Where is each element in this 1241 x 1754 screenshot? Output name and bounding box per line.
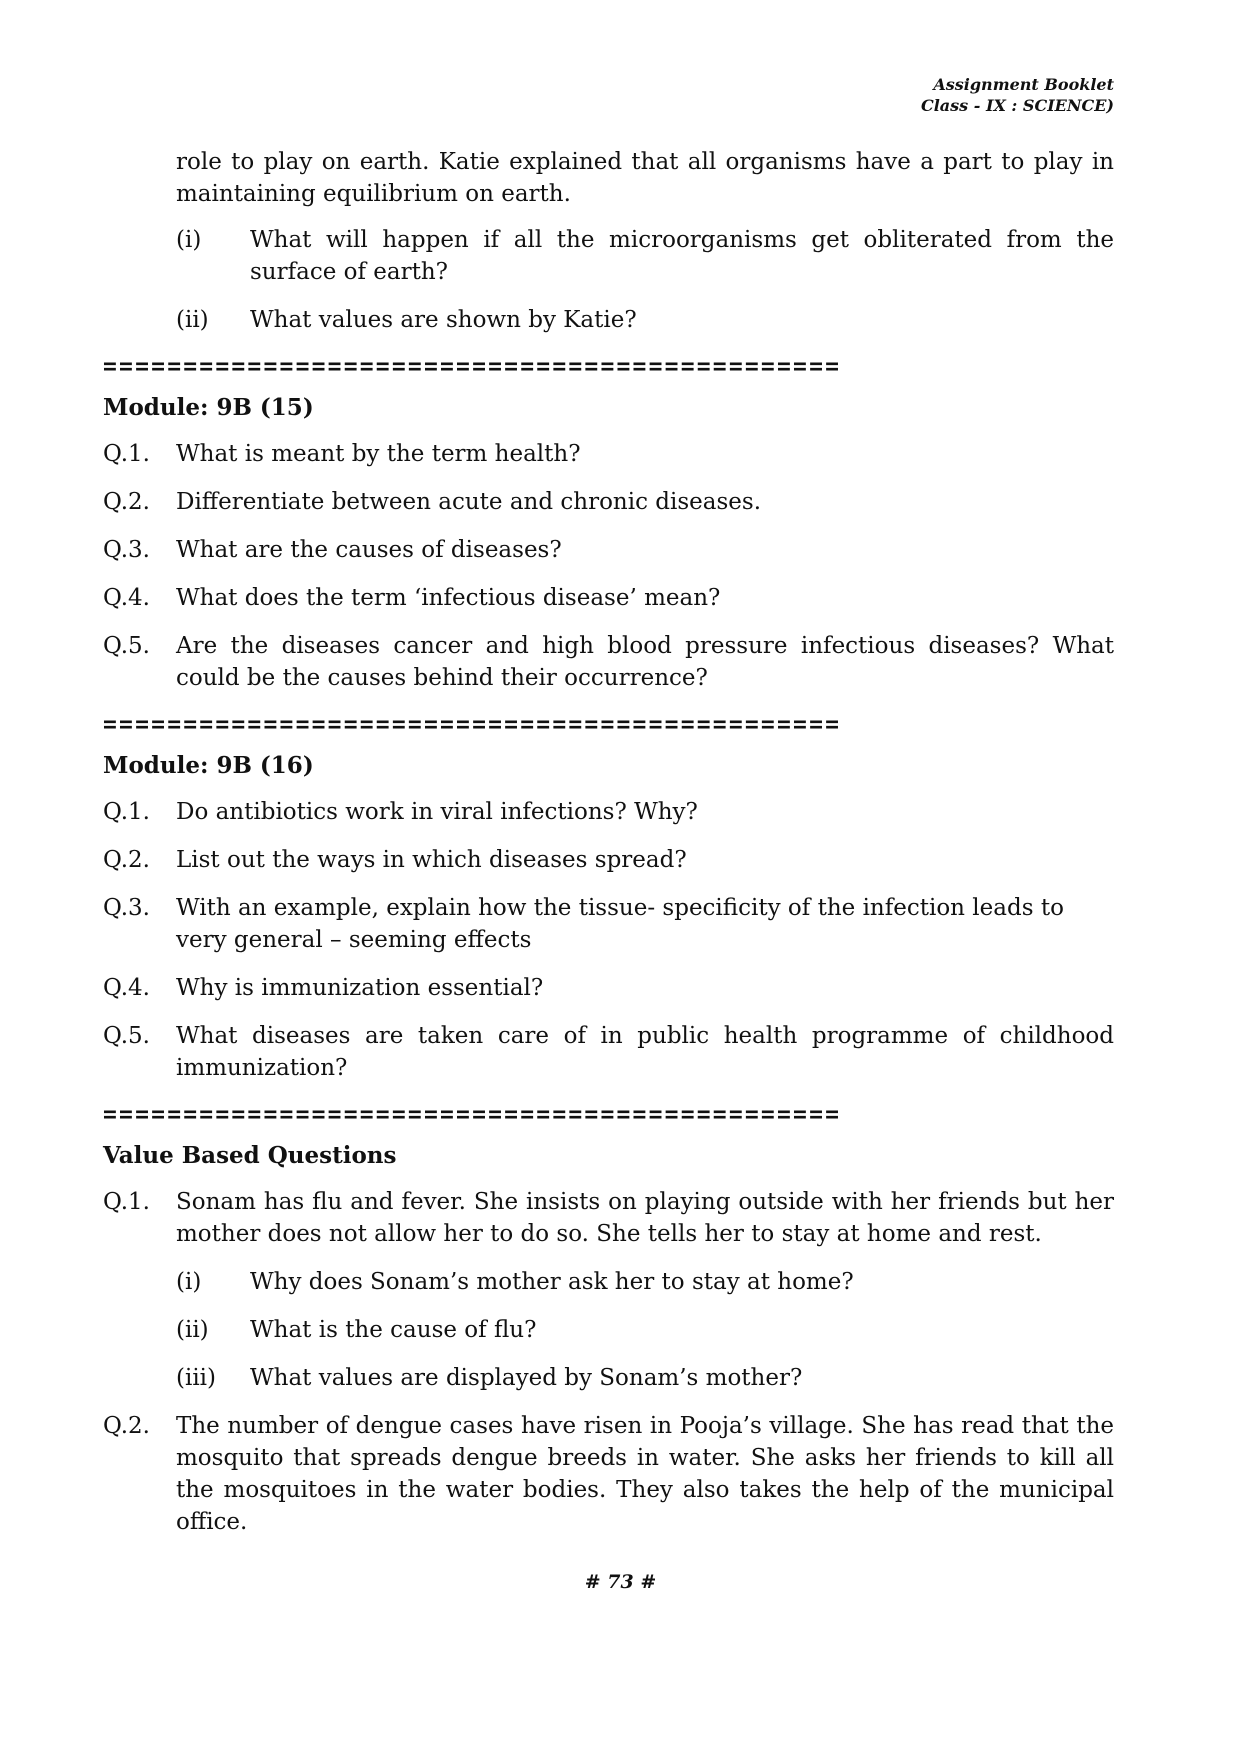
question — [103, 486, 1114, 518]
sub-question-text: What will happen if all the microorganisms get obliterated from the surface of earth? — [250, 227, 1114, 285]
question-number: Q.3. — [103, 895, 150, 921]
sub-question-text: What values are shown by Katie? — [250, 307, 637, 333]
sub-question — [176, 1314, 1114, 1346]
question-number: Q.1. — [103, 799, 150, 825]
question-text: What is meant by the term health? — [176, 441, 581, 467]
question — [103, 892, 1114, 956]
question — [103, 1186, 1114, 1250]
question-number: Q.5. — [103, 1023, 150, 1049]
question-number: Q.2. — [103, 489, 150, 515]
question-number: Q.4. — [103, 585, 150, 611]
module-16-heading: Module: 9B (16) — [103, 752, 314, 779]
sub-question-text: What values are displayed by Sonam’s mother? — [250, 1365, 803, 1391]
question-text: What diseases are taken care of in public health programme of childhood immunization? — [176, 1023, 1114, 1081]
booklet-title: Assignment Booklet — [933, 75, 1114, 94]
question-text: Do antibiotics work in viral infections? Why? — [176, 799, 698, 825]
question-number: Q.2. — [103, 847, 150, 873]
sub-question-text: What is the cause of flu? — [250, 1317, 537, 1343]
question-number: Q.4. — [103, 975, 150, 1001]
sub-question — [176, 1266, 1114, 1298]
question-text: What does the term ‘infectious disease’ mean? — [176, 585, 721, 611]
question — [103, 438, 1114, 470]
question-text: List out the ways in which diseases spread? — [176, 847, 687, 873]
section-separator: ============================================== — [103, 712, 842, 738]
question-text: Are the diseases cancer and high blood pressure infectious diseases? What could be the causes behind their occurrence? — [176, 633, 1114, 691]
question — [103, 1020, 1114, 1084]
question — [103, 630, 1114, 694]
question — [103, 972, 1114, 1004]
sub-question-number: (ii) — [176, 1317, 209, 1343]
sub-question-number: (ii) — [176, 307, 209, 333]
question-number: Q.3. — [103, 537, 150, 563]
question-number: Q.5. — [103, 633, 150, 659]
question-text: Sonam has flu and fever. She insists on playing outside with her friends but her mother does not allow her to do so. She tells her to stay at home and rest. — [176, 1189, 1114, 1247]
question — [103, 582, 1114, 614]
question-text: With an example, explain how the tissue- specificity of the infection leads to very general – seeming effects — [176, 895, 1064, 953]
question — [103, 1410, 1114, 1538]
page-number: # 73 # — [584, 1571, 657, 1593]
question — [103, 534, 1114, 566]
question — [103, 796, 1114, 828]
sub-question — [176, 224, 1114, 288]
question — [103, 844, 1114, 876]
page-header — [921, 74, 1114, 116]
question-text: Differentiate between acute and chronic diseases. — [176, 489, 762, 515]
module-15-heading: Module: 9B (15) — [103, 394, 314, 421]
question-text: Why is immunization essential? — [176, 975, 544, 1001]
class-subject: Class - IX : SCIENCE) — [920, 96, 1114, 115]
page-content — [103, 146, 1114, 1554]
sub-question-number: (i) — [176, 227, 202, 253]
section-separator: ============================================== — [103, 354, 842, 380]
question-number: Q.1. — [103, 1189, 150, 1215]
sub-question — [176, 1362, 1114, 1394]
sub-question-text: Why does Sonam’s mother ask her to stay at home? — [250, 1269, 854, 1295]
intro-paragraph: role to play on earth. Katie explained that all organisms have a part to play in maintaining equilibrium on earth. — [176, 149, 1114, 207]
question-text: What are the causes of diseases? — [176, 537, 562, 563]
sub-question — [176, 304, 1114, 336]
section-separator: ============================================== — [103, 1102, 842, 1128]
sub-question-number: (iii) — [176, 1365, 217, 1391]
question-number: Q.2. — [103, 1413, 150, 1439]
sub-question-number: (i) — [176, 1269, 202, 1295]
question-text: The number of dengue cases have risen in Pooja’s village. She has read that the mosquito that spreads dengue breeds in water. She asks her friends to kill all the mosquitoes in the water bodies. They also takes the help of the municipal office. — [176, 1413, 1114, 1535]
value-based-heading: Value Based Questions — [103, 1142, 397, 1169]
question-number: Q.1. — [103, 441, 150, 467]
